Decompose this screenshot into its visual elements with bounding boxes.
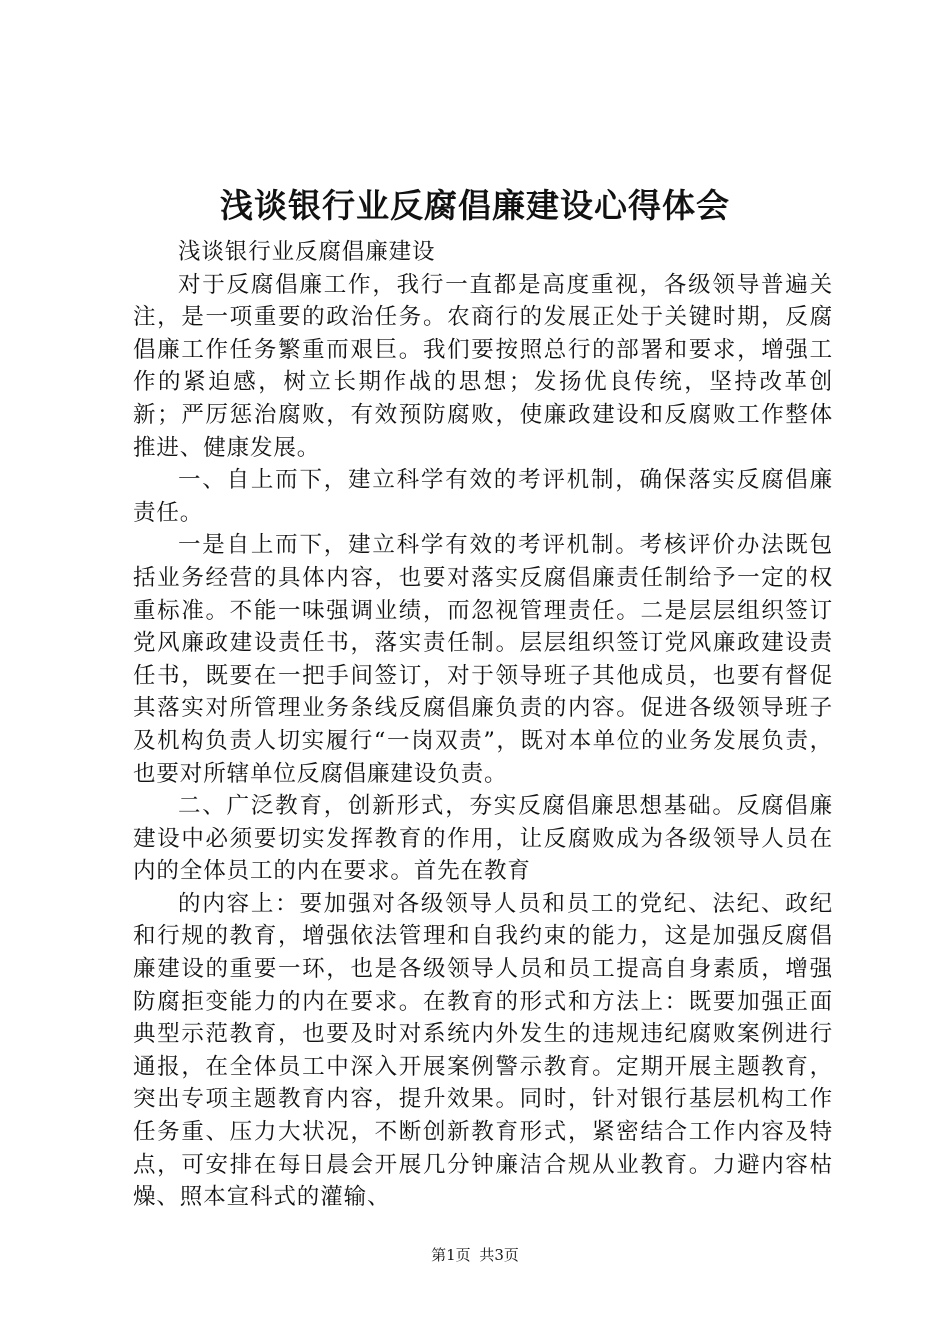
page-footer	[0, 1245, 950, 1265]
paragraph-section-heading: 二、广泛教育，创新形式，夯实反腐倡廉思想基础。反腐倡廉建设中必须要切实发挥教育的作用，让反腐败成为各级领导人员在内的全体员工的内在要求。首先在教育	[133, 793, 833, 885]
paragraph: 一是自上而下，建立科学有效的考评机制。考核评价办法既包括业务经营的具体内容，也要对落实反腐倡廉责任制给予一定的权重标准。不能一味强调业绩，而忽视管理责任。二是层层组织签订党风廉政建设责任书，落实责任制。层层组织签订党风廉政建设责任书，既要在一把手间签订，对于领导班子其他成员，也要有督促其落实对所管理业务条线反腐倡廉负责的内容。促进各级领导班子及机构负责人切实履行“一岗双责”，既对本单位的业务发展负责，也要对所辖单位反腐倡廉建设负责。	[133, 532, 833, 787]
paragraph: 对于反腐倡廉工作，我行一直都是高度重视，各级领导普遍关注，是一项重要的政治任务。农商行的发展正处于关键时期，反腐倡廉工作任务繁重而艰巨。我们要按照总行的部署和要求，增强工作的紧迫感，树立长期作战的思想；发扬优良传统，坚持改革创新；严厉惩治腐败，有效预防腐败，使廉政建设和反腐败工作整体推进、健康发展。	[133, 271, 833, 461]
document-body	[133, 236, 833, 1214]
paragraph-section-heading: 一、自上而下，建立科学有效的考评机制，确保落实反腐倡廉责任。	[133, 467, 833, 526]
paragraph: 的内容上：要加强对各级领导人员和员工的党纪、法纪、政纪和行规的教育，增强依法管理和自我约束的能力，这是加强反腐倡廉建设的重要一环，也是各级领导人员和员工提高自身素质，增强防腐拒变能力的内在要求。在教育的形式和方法上：既要加强正面典型示范教育，也要及时对系统内外发生的违规违纪腐败案例进行通报，在全体员工中深入开展案例警示教育。定期开展主题教育，突出专项主题教育内容，提升效果。同时，针对银行基层机构工作任务重、压力大状况，不断创新教育形式，紧密结合工作内容及特点，可安排在每日晨会开展几分钟廉洁合规从业教育。力避内容枯燥、照本宣科式的灌输、	[133, 890, 833, 1211]
page-total: 共3页	[479, 1246, 519, 1264]
page-number: 第1页	[431, 1246, 471, 1264]
document-title: 浅谈银行业反腐倡廉建设心得体会	[220, 186, 730, 225]
paragraph-subtitle: 浅谈银行业反腐倡廉建设	[178, 239, 436, 265]
